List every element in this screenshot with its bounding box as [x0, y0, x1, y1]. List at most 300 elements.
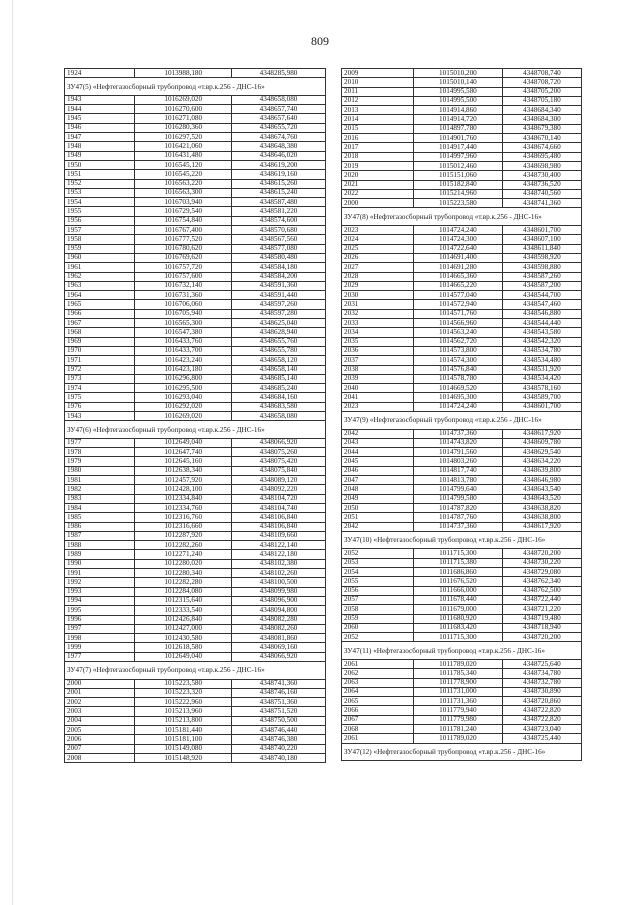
point-number-cell: 2022 [342, 189, 414, 198]
table-row [65, 716, 326, 725]
y-coordinate-cell: 4348639,800 [502, 466, 581, 475]
x-coordinate-cell: 1011789,020 [414, 660, 503, 669]
y-coordinate-cell: 4348643,520 [502, 494, 581, 503]
y-coordinate-cell: 4348628,940 [232, 328, 326, 337]
x-coordinate-cell: 1015149,080 [135, 744, 232, 753]
point-number-cell: 2043 [342, 438, 414, 447]
y-coordinate-cell: 4348741,360 [232, 679, 326, 688]
point-number-cell: 1956 [65, 216, 135, 225]
point-number-cell: 1972 [65, 365, 135, 374]
point-number-cell: 2018 [342, 152, 414, 161]
table-row [342, 513, 582, 522]
x-coordinate-cell: 1012457,920 [135, 476, 232, 485]
y-coordinate-cell: 4348634,220 [502, 457, 581, 466]
x-coordinate-cell: 1012280,340 [135, 569, 232, 578]
point-number-cell: 2068 [342, 725, 414, 734]
y-coordinate-cell: 4348531,920 [502, 365, 581, 374]
x-coordinate-cell: 1014576,840 [414, 365, 503, 374]
point-number-cell: 1951 [65, 170, 135, 179]
x-coordinate-cell: 1016565,300 [135, 319, 232, 328]
x-coordinate-cell: 1012618,580 [135, 643, 232, 652]
section-header-row [65, 421, 326, 439]
point-number-cell: 2062 [342, 669, 414, 678]
y-coordinate-cell: 4348719,480 [502, 614, 581, 623]
y-coordinate-cell: 4348544,440 [502, 319, 581, 328]
point-number-cell: 1966 [65, 309, 135, 318]
table-row [65, 726, 326, 735]
y-coordinate-cell: 4348740,560 [502, 189, 581, 198]
point-number-cell: 2011 [342, 87, 414, 96]
point-number-cell: 1977 [65, 652, 135, 661]
table-row [342, 678, 582, 687]
y-coordinate-cell: 4348655,760 [232, 337, 326, 346]
point-number-cell: 2063 [342, 678, 414, 687]
table-row [65, 643, 326, 652]
table-row [342, 429, 582, 438]
y-coordinate-cell: 4348066,920 [232, 438, 326, 447]
table-row [65, 95, 326, 104]
table-row [342, 365, 582, 374]
point-number-cell: 1992 [65, 578, 135, 587]
x-coordinate-cell: 1014799,580 [414, 494, 503, 503]
point-number-cell: 1997 [65, 624, 135, 633]
y-coordinate-cell: 4348617,920 [502, 429, 581, 438]
y-coordinate-cell: 4348542,320 [502, 337, 581, 346]
table-row [342, 337, 582, 346]
table-row [342, 623, 582, 632]
y-coordinate-cell: 4348762,500 [502, 586, 581, 595]
point-number-cell: 2042 [342, 522, 414, 531]
point-number-cell: 2049 [342, 494, 414, 503]
x-coordinate-cell: 1016293,040 [135, 393, 232, 402]
y-coordinate-cell: 4348695,480 [502, 152, 581, 161]
y-coordinate-cell: 4348729,080 [502, 568, 581, 577]
table-row [342, 485, 582, 494]
point-number-cell: 2058 [342, 605, 414, 614]
y-coordinate-cell: 4348625,040 [232, 319, 326, 328]
point-number-cell: 2008 [65, 753, 135, 762]
table-row [342, 106, 582, 115]
x-coordinate-cell: 1012315,640 [135, 596, 232, 605]
x-coordinate-cell: 1014787,820 [414, 503, 503, 512]
table-row [342, 328, 582, 337]
x-coordinate-cell: 1011779,980 [414, 715, 503, 724]
x-coordinate-cell: 1016292,020 [135, 402, 232, 411]
x-coordinate-cell: 1014691,280 [414, 263, 503, 272]
table-row [65, 652, 326, 661]
y-coordinate-cell: 4348601,700 [502, 402, 581, 411]
y-coordinate-cell: 4348082,260 [232, 624, 326, 633]
y-coordinate-cell: 4348732,780 [502, 678, 581, 687]
x-coordinate-cell: 1016769,620 [135, 253, 232, 262]
table-row [65, 114, 326, 123]
point-number-cell: 1984 [65, 503, 135, 512]
table-row [342, 291, 582, 300]
x-coordinate-cell: 1014691,400 [414, 253, 503, 262]
y-coordinate-cell: 4348122,180 [232, 550, 326, 559]
x-coordinate-cell: 1016545,220 [135, 170, 232, 179]
point-number-cell: 1960 [65, 253, 135, 262]
table-row [65, 744, 326, 753]
table-row [65, 476, 326, 485]
table-row [342, 189, 582, 198]
table-row [342, 734, 582, 743]
table-row [65, 123, 326, 132]
point-number-cell: 1989 [65, 550, 135, 559]
point-number-cell: 2067 [342, 715, 414, 724]
x-coordinate-cell: 1014914,860 [414, 106, 503, 115]
x-coordinate-cell: 1015181,440 [135, 726, 232, 735]
x-coordinate-cell: 1015182,840 [414, 180, 503, 189]
x-coordinate-cell: 1013988,180 [135, 69, 232, 78]
x-coordinate-cell: 1012649,040 [135, 438, 232, 447]
x-coordinate-cell: 1016731,360 [135, 291, 232, 300]
table-row [65, 253, 326, 262]
table-row [65, 634, 326, 643]
point-number-cell: 2020 [342, 171, 414, 180]
y-coordinate-cell: 4348587,200 [502, 281, 581, 290]
y-coordinate-cell: 4348106,840 [232, 513, 326, 522]
x-coordinate-cell: 1014897,780 [414, 124, 503, 133]
point-number-cell: 1943 [65, 411, 135, 420]
table-row [65, 559, 326, 568]
table-row [342, 687, 582, 696]
point-number-cell: 2053 [342, 558, 414, 567]
x-coordinate-cell: 1011731,360 [414, 697, 503, 706]
y-coordinate-cell: 4348075,840 [232, 466, 326, 475]
point-number-cell: 2023 [342, 226, 414, 235]
y-coordinate-cell: 4348658,080 [232, 95, 326, 104]
x-coordinate-cell: 1015010,140 [414, 78, 503, 87]
y-coordinate-cell: 4348619,200 [232, 160, 326, 169]
table-row [65, 615, 326, 624]
x-coordinate-cell: 1012284,080 [135, 587, 232, 596]
y-coordinate-cell: 4348099,980 [232, 587, 326, 596]
point-number-cell: 2035 [342, 337, 414, 346]
y-coordinate-cell: 4348591,360 [232, 281, 326, 290]
x-coordinate-cell: 1014669,520 [414, 384, 503, 393]
point-number-cell: 1971 [65, 356, 135, 365]
x-coordinate-cell: 1015181,100 [135, 735, 232, 744]
point-number-cell: 2042 [342, 429, 414, 438]
point-number-cell: 2047 [342, 476, 414, 485]
point-number-cell: 2039 [342, 374, 414, 383]
section-title: ЗУ47(12) «Нефтегазосборный трубопровод «т.вр.к.256 - ДНС-16» [342, 743, 582, 761]
x-coordinate-cell: 1014566,960 [414, 319, 503, 328]
point-number-cell: 2000 [342, 199, 414, 208]
y-coordinate-cell: 4348684,160 [232, 393, 326, 402]
point-number-cell: 2030 [342, 291, 414, 300]
y-coordinate-cell: 4348721,220 [502, 605, 581, 614]
table-row [342, 374, 582, 383]
y-coordinate-cell: 4348674,660 [502, 143, 581, 152]
x-coordinate-cell: 1016297,520 [135, 133, 232, 142]
point-number-cell: 1947 [65, 133, 135, 142]
point-number-cell: 2060 [342, 623, 414, 632]
point-number-cell: 2054 [342, 568, 414, 577]
y-coordinate-cell: 4348546,880 [502, 309, 581, 318]
table-row [65, 179, 326, 188]
point-number-cell: 1974 [65, 384, 135, 393]
point-number-cell: 2031 [342, 300, 414, 309]
y-coordinate-cell: 4348705,180 [502, 96, 581, 105]
y-coordinate-cell: 4348740,220 [232, 744, 326, 753]
table-row [342, 706, 582, 715]
point-number-cell: 1957 [65, 226, 135, 235]
point-number-cell: 2003 [65, 707, 135, 716]
x-coordinate-cell: 1016547,380 [135, 328, 232, 337]
x-coordinate-cell: 1012334,760 [135, 503, 232, 512]
table-row [65, 244, 326, 253]
x-coordinate-cell: 1014665,220 [414, 281, 503, 290]
y-coordinate-cell: 4348598,880 [502, 263, 581, 272]
point-number-cell: 2052 [342, 549, 414, 558]
y-coordinate-cell: 4348570,680 [232, 226, 326, 235]
table-row [65, 226, 326, 235]
table-row [342, 356, 582, 365]
y-coordinate-cell: 4348567,560 [232, 235, 326, 244]
point-number-cell: 2013 [342, 106, 414, 115]
point-number-cell: 1964 [65, 291, 135, 300]
table-row [342, 272, 582, 281]
point-number-cell: 1965 [65, 300, 135, 309]
y-coordinate-cell: 4348750,500 [232, 716, 326, 725]
y-coordinate-cell: 4348543,580 [502, 328, 581, 337]
x-coordinate-cell: 1015151,060 [414, 171, 503, 180]
x-coordinate-cell: 1014724,240 [414, 402, 503, 411]
x-coordinate-cell: 1014722,640 [414, 244, 503, 253]
x-coordinate-cell: 1015012,460 [414, 161, 503, 170]
y-coordinate-cell: 4348587,480 [232, 198, 326, 207]
point-number-cell: 2040 [342, 384, 414, 393]
y-coordinate-cell: 4348658,140 [232, 365, 326, 374]
y-coordinate-cell: 4348655,780 [232, 346, 326, 355]
table-row [342, 715, 582, 724]
x-coordinate-cell: 1011676,520 [414, 577, 503, 586]
y-coordinate-cell: 4348075,420 [232, 457, 326, 466]
x-coordinate-cell: 1014914,720 [414, 115, 503, 124]
y-coordinate-cell: 4348655,720 [232, 123, 326, 132]
point-number-cell: 2041 [342, 393, 414, 402]
y-coordinate-cell: 4348591,440 [232, 291, 326, 300]
point-number-cell: 2034 [342, 328, 414, 337]
point-number-cell: 1952 [65, 179, 135, 188]
table-row [342, 669, 582, 678]
point-number-cell: 2000 [65, 679, 135, 688]
table-row [342, 558, 582, 567]
y-coordinate-cell: 4348609,780 [502, 438, 581, 447]
y-coordinate-cell: 4348722,440 [502, 595, 581, 604]
y-coordinate-cell: 4348584,180 [232, 263, 326, 272]
y-coordinate-cell: 4348580,480 [232, 253, 326, 262]
x-coordinate-cell: 1014571,760 [414, 309, 503, 318]
x-coordinate-cell: 1012430,580 [135, 634, 232, 643]
table-row [342, 697, 582, 706]
y-coordinate-cell: 4348089,120 [232, 476, 326, 485]
table-row [65, 133, 326, 142]
x-coordinate-cell: 1014799,640 [414, 485, 503, 494]
point-number-cell: 1998 [65, 634, 135, 643]
x-coordinate-cell: 1011683,420 [414, 623, 503, 632]
y-coordinate-cell: 4348670,140 [502, 134, 581, 143]
y-coordinate-cell: 4348646,980 [502, 476, 581, 485]
x-coordinate-cell: 1014995,580 [414, 87, 503, 96]
table-row [342, 300, 582, 309]
table-row [342, 605, 582, 614]
table-row [65, 448, 326, 457]
y-coordinate-cell: 4348092,220 [232, 485, 326, 494]
point-number-cell: 1944 [65, 105, 135, 114]
point-number-cell: 2032 [342, 309, 414, 318]
x-coordinate-cell: 1012645,160 [135, 457, 232, 466]
point-number-cell: 2026 [342, 253, 414, 262]
x-coordinate-cell: 1016732,140 [135, 281, 232, 290]
point-number-cell: 2006 [65, 735, 135, 744]
x-coordinate-cell: 1012649,040 [135, 652, 232, 661]
y-coordinate-cell: 4348629,540 [502, 448, 581, 457]
y-coordinate-cell: 4348075,260 [232, 448, 326, 457]
section-header-row [65, 78, 326, 96]
section-title: ЗУ47(10) «Нефтегазосборный трубопровод «т.вр.к.256 - ДНС-16» [342, 531, 582, 549]
table-row [65, 198, 326, 207]
y-coordinate-cell: 4348679,380 [502, 124, 581, 133]
y-coordinate-cell: 4348720,200 [502, 633, 581, 642]
x-coordinate-cell: 1016269,020 [135, 95, 232, 104]
point-number-cell: 2061 [342, 734, 414, 743]
x-coordinate-cell: 1011785,340 [414, 669, 503, 678]
point-number-cell: 2061 [342, 660, 414, 669]
table-row [342, 152, 582, 161]
y-coordinate-cell: 4348587,260 [502, 272, 581, 281]
x-coordinate-cell: 1015214,960 [414, 189, 503, 198]
y-coordinate-cell: 4348658,080 [232, 411, 326, 420]
x-coordinate-cell: 1016431,480 [135, 151, 232, 160]
x-coordinate-cell: 1016757,600 [135, 272, 232, 281]
table-row [65, 151, 326, 160]
table-row [65, 272, 326, 281]
section-header-row [65, 662, 326, 680]
y-coordinate-cell: 4348106,840 [232, 522, 326, 531]
table-row [65, 438, 326, 447]
point-number-cell: 1955 [65, 207, 135, 216]
point-number-cell: 2001 [65, 688, 135, 697]
x-coordinate-cell: 1014562,720 [414, 337, 503, 346]
point-number-cell: 1985 [65, 513, 135, 522]
y-coordinate-cell: 4348534,420 [502, 374, 581, 383]
x-coordinate-cell: 1011731,000 [414, 687, 503, 696]
point-number-cell: 1949 [65, 151, 135, 160]
point-number-cell: 2057 [342, 595, 414, 604]
point-number-cell: 1996 [65, 615, 135, 624]
point-number-cell: 1968 [65, 328, 135, 337]
table-row [342, 402, 582, 411]
table-row [342, 180, 582, 189]
x-coordinate-cell: 1011789,020 [414, 734, 503, 743]
section-title: ЗУ47(5) «Нефтегазосборный трубопровод «т.вр.к.256 - ДНС-16» [65, 78, 326, 96]
x-coordinate-cell: 1015223,580 [414, 199, 503, 208]
x-coordinate-cell: 1011680,920 [414, 614, 503, 623]
x-coordinate-cell: 1016767,400 [135, 226, 232, 235]
point-number-cell: 2046 [342, 466, 414, 475]
x-coordinate-cell: 1014737,360 [414, 522, 503, 531]
table-row [342, 494, 582, 503]
y-coordinate-cell: 4348534,780 [502, 346, 581, 355]
point-number-cell: 1959 [65, 244, 135, 253]
x-coordinate-cell: 1011715,380 [414, 558, 503, 567]
section-header-row [342, 411, 582, 429]
point-number-cell: 1962 [65, 272, 135, 281]
point-number-cell: 2055 [342, 577, 414, 586]
x-coordinate-cell: 1012334,840 [135, 494, 232, 503]
point-number-cell: 1994 [65, 596, 135, 605]
table-row [65, 494, 326, 503]
y-coordinate-cell: 4348722,820 [502, 715, 581, 724]
x-coordinate-cell: 1011679,000 [414, 605, 503, 614]
x-coordinate-cell: 1015223,320 [135, 688, 232, 697]
y-coordinate-cell: 4348718,940 [502, 623, 581, 632]
y-coordinate-cell: 4348725,440 [502, 734, 581, 743]
table-row [65, 170, 326, 179]
section-header-row [342, 642, 582, 660]
x-coordinate-cell: 1012427,000 [135, 624, 232, 633]
point-number-cell: 1950 [65, 160, 135, 169]
y-coordinate-cell: 4348741,360 [502, 199, 581, 208]
point-number-cell: 2017 [342, 143, 414, 152]
table-row [342, 438, 582, 447]
x-coordinate-cell: 1016706,060 [135, 300, 232, 309]
table-row [342, 476, 582, 485]
table-row [342, 253, 582, 262]
table-row [342, 281, 582, 290]
table-row [342, 503, 582, 512]
y-coordinate-cell: 4348658,120 [232, 356, 326, 365]
scan-edge-line [12, 0, 13, 905]
table-row [65, 541, 326, 550]
point-number-cell: 1963 [65, 281, 135, 290]
y-coordinate-cell: 4348734,780 [502, 669, 581, 678]
y-coordinate-cell: 4348657,740 [232, 105, 326, 114]
x-coordinate-cell: 1014695,300 [414, 393, 503, 402]
y-coordinate-cell: 4348648,380 [232, 142, 326, 151]
y-coordinate-cell: 4348720,860 [502, 697, 581, 706]
table-row [342, 115, 582, 124]
section-title: ЗУ47(9) «Нефтегазосборный трубопровод «т.вр.к.256 - ДНС-16» [342, 411, 582, 429]
x-coordinate-cell: 1015222,960 [135, 698, 232, 707]
y-coordinate-cell: 4348638,800 [502, 513, 581, 522]
point-number-cell: 1948 [65, 142, 135, 151]
y-coordinate-cell: 4348597,260 [232, 300, 326, 309]
table-row [65, 698, 326, 707]
point-number-cell: 2044 [342, 448, 414, 457]
table-row [65, 393, 326, 402]
point-number-cell: 1995 [65, 606, 135, 615]
point-number-cell: 2007 [65, 744, 135, 753]
y-coordinate-cell: 4348597,280 [232, 309, 326, 318]
y-coordinate-cell: 4348584,200 [232, 272, 326, 281]
y-coordinate-cell: 4348104,740 [232, 503, 326, 512]
point-number-cell: 1969 [65, 337, 135, 346]
table-row [342, 69, 582, 78]
x-coordinate-cell: 1011781,240 [414, 725, 503, 734]
x-coordinate-cell: 1011778,900 [414, 678, 503, 687]
x-coordinate-cell: 1016780,620 [135, 244, 232, 253]
table-row [65, 337, 326, 346]
section-header-row [342, 743, 582, 761]
y-coordinate-cell: 4348581,220 [232, 207, 326, 216]
point-number-cell: 1993 [65, 587, 135, 596]
point-number-cell: 1943 [65, 95, 135, 104]
x-coordinate-cell: 1014901,760 [414, 134, 503, 143]
